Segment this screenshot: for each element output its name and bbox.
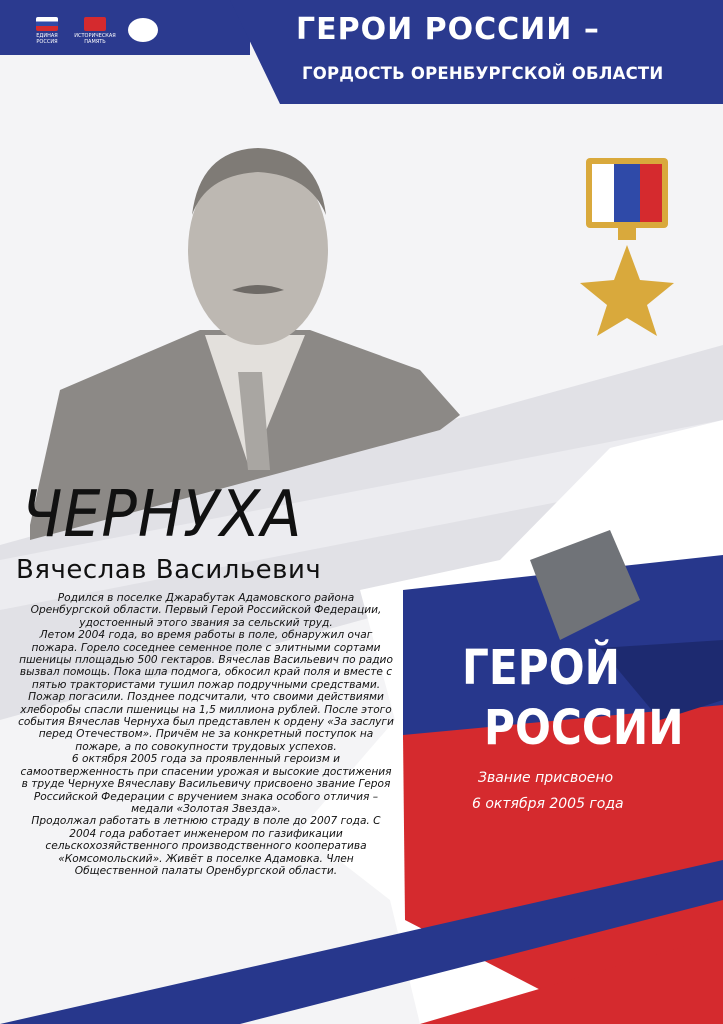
- gold-star-medal: [580, 158, 674, 336]
- award-conferred-label: Звание присвоено: [478, 770, 614, 786]
- hero-given-names: Вячеслав Васильевич: [16, 555, 322, 585]
- biography-text: [18, 592, 394, 877]
- header-subtitle: ГОРДОСТЬ ОРЕНБУРГСКОЙ ОБЛАСТИ: [302, 64, 664, 83]
- award-conferred-date: 6 октября 2005 года: [472, 796, 624, 812]
- biography-paragraph: 6 октября 2005 года за проявленный героизм и самоотверженность при спасении урожая и высокие достижения в труде Чернухе Вячеславу Васильевичу присвоено звание Героя Российской Федерации с вручением знака особого отличия – медали «Золотая Звезда».: [20, 753, 392, 815]
- header-title: ГЕРОИ РОССИИ –: [296, 12, 600, 47]
- award-title-line1: ГЕРОЙ: [462, 640, 620, 696]
- assembly-logo: [124, 13, 162, 49]
- biography-paragraph: Продолжал работать в летнюю страду в поле до 2007 года. С 2004 года работает инженером по газификации сельскохозяйственного производственного кооператива «Комсомольский». Живёт в поселке Адамовка. Член Общественной палаты Оренбургской области.: [31, 815, 381, 877]
- award-title-line2: РОССИИ: [484, 700, 684, 756]
- historical-memory-logo: ИСТОРИЧЕСКАЯ ПАМЯТЬ: [76, 13, 114, 49]
- hero-surname: ЧЕРНУХА: [22, 478, 303, 552]
- party-logo: ЕДИНАЯ РОССИЯ: [28, 13, 66, 49]
- biography-paragraph: Летом 2004 года, во время работы в поле, обнаружил очаг пожара. Горело соседнее семенное поле с элитными сортами пшеницы площадью 500 гектаров. Вячеслав Васильевич по радио вызвал помощь. Пока шла подмога, обкосил край поля и вместе с пятью трактористами тушил пожар подручными средствами. Пожар погасили. Позднее подсчитали, что своими действиями хлеборобы спасли пшеницы на 1,5 миллиона рублей. После этого события Вячеслав Чернуха был представлен к ордену «За заслуги перед Отечеством». Причём не за конкретный поступок на пожаре, а по совокупности трудовых успехов.: [18, 629, 394, 753]
- header-logos: [28, 10, 213, 52]
- biography-paragraph: Родился в поселке Джарабутак Адамовского района Оренбургской области. Первый Герой Российской Федерации, удостоенный этого звания за сельский труд.: [30, 592, 382, 629]
